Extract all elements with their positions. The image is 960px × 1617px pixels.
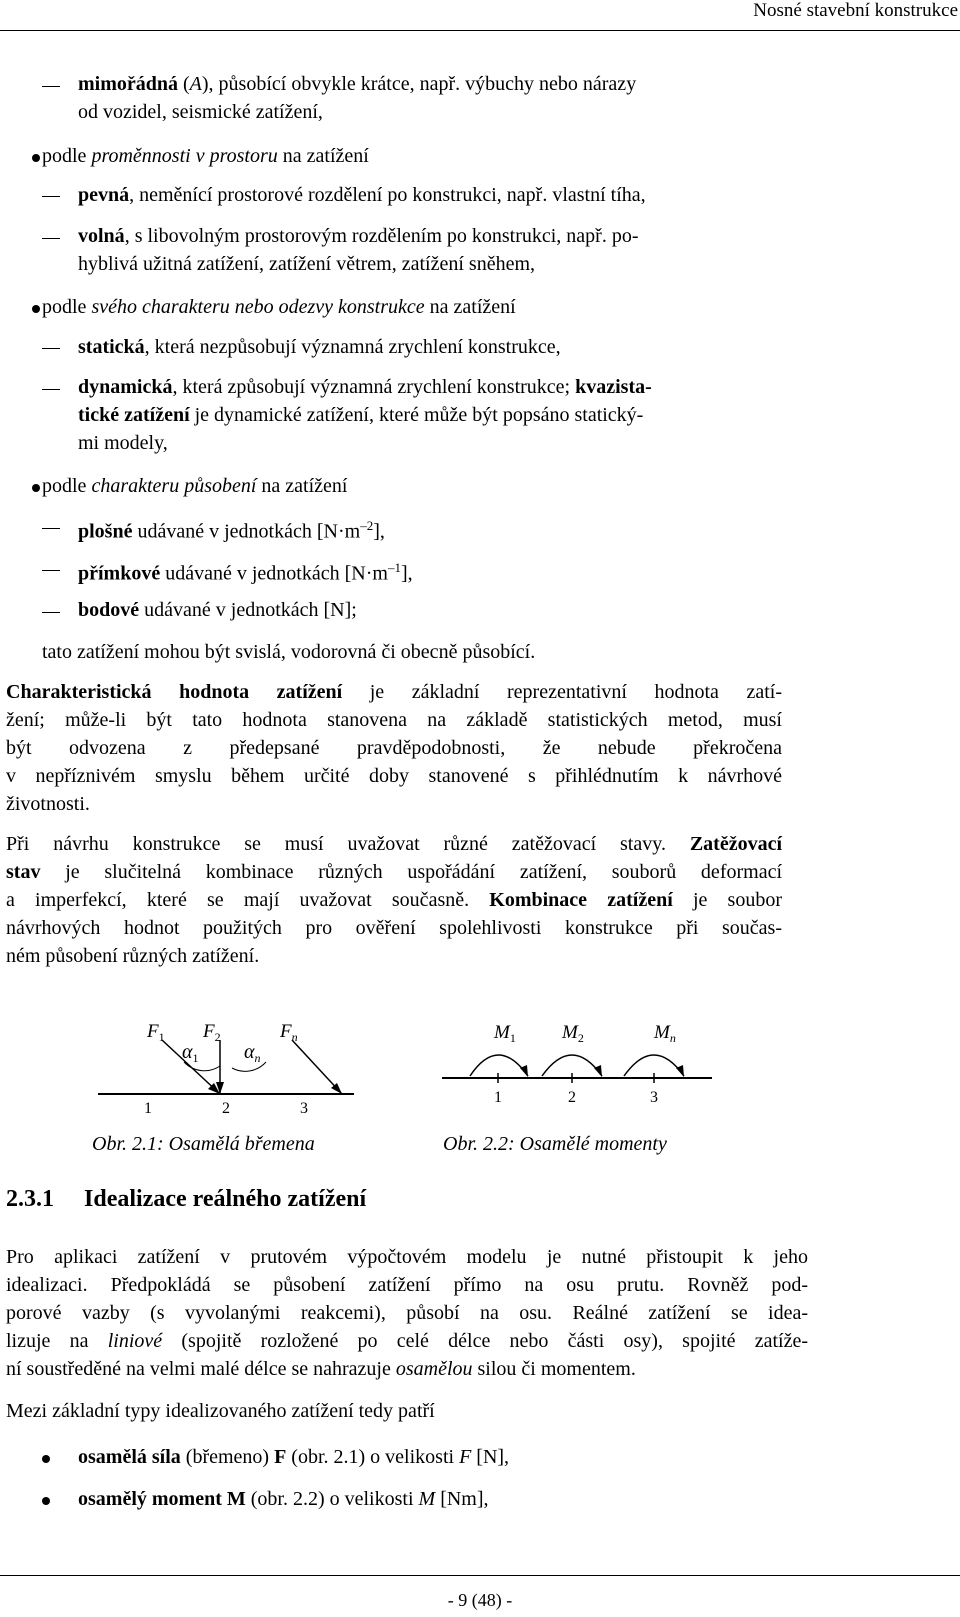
list-item: pevná, neměnící prostorové rozdělení po konstrukci, např. vlastní tíha, [78, 184, 646, 206]
paragraph-line: Mezi základní typy idealizovaného zatížení tedy patří [6, 1400, 435, 1422]
label-F1: $F_1$ [147, 1021, 165, 1044]
section-title: Idealizace reálného zatížení [84, 1186, 367, 1212]
list-bullet: podle charakteru působení na zatížení [42, 475, 348, 497]
header-rule [0, 30, 960, 31]
bullet-marker [32, 154, 40, 162]
node-label-1: 1 [144, 1100, 152, 1116]
page-number: - 9 (48) - [447, 1590, 513, 1610]
label-alphan: $\alpha_n$ [244, 1041, 261, 1065]
list-item: mimořádná (A), působící obvykle krátce, např. výbuchy nebo nárazy [78, 73, 637, 95]
list-item: statická, která nezpůsobují významná zrychlení konstrukce, [78, 336, 561, 358]
moment-arc-2 [542, 1055, 602, 1076]
running-header: Nosné stavební konstrukce [753, 0, 958, 21]
angle-arc-n [232, 1062, 266, 1071]
bullet-marker [32, 484, 40, 492]
node-label-1: 1 [494, 1089, 502, 1106]
paragraph-line: být odvozena z předepsané pravděpodobnosti, že nebude překročena [6, 737, 782, 759]
angle-arc-1 [184, 1062, 220, 1071]
list-item-continuation: hyblivá užitná zatížení, zatížení větrem, zatížení sněhem, [78, 253, 536, 275]
moment-arc-1 [470, 1055, 528, 1076]
figure-caption-1: Obr. 2.1: Osamělá břemena [92, 1133, 315, 1155]
list-item: přímkové udávané v jednotkách $[N\cdot m^{-1}]$, [78, 560, 413, 585]
paragraph-line: v nepříznivém smyslu během určité doby stanovené s přihlédnutím k návrhové [6, 765, 782, 787]
dash-marker [42, 389, 60, 390]
list-item: dynamická, která způsobují významná zrychlení konstrukce; kvazista- [78, 376, 652, 398]
footer-rule [0, 1575, 960, 1576]
list-item: bodové udávané v jednotkách [N]; [78, 599, 357, 621]
paragraph-line: stav je slučitelná kombinace různých uspořádání zatížení, souborů deformací [6, 861, 782, 883]
dash-marker [42, 570, 60, 571]
list-item: volná, s libovolným prostorovým rozdělením po konstrukci, např. po- [78, 225, 639, 247]
list-item: osamělá síla (břemeno) F (obr. 2.1) o velikosti F [N], [78, 1446, 510, 1468]
paragraph-line: žení; může-li být tato hodnota stanovena na základě statistických metod, musí [6, 709, 782, 731]
label-F2: $F_2$ [203, 1021, 221, 1044]
label-Fn: $F_n$ [280, 1021, 298, 1044]
section-number: 2.3.1 [6, 1186, 54, 1212]
bullet-marker [42, 1455, 50, 1463]
point-loads-diagram [92, 1010, 360, 1116]
dash-marker [42, 238, 60, 239]
bullet-marker [42, 1497, 50, 1505]
paragraph-line: Pro aplikaci zatížení v prutovém výpočtovém modelu je nutné přistoupit k jeho [6, 1246, 808, 1268]
figure-point-moments [432, 1010, 722, 1116]
label-M1: $M_1$ [494, 1022, 516, 1045]
paragraph-line: návrhových hodnot použitých pro ověření spolehlivosti konstrukce při součas- [6, 917, 782, 939]
node-label-2: 2 [568, 1089, 576, 1106]
paragraph-line: porové vazby (s vyvolanými reakcemi), působí na osu. Reálné zatížení se idea- [6, 1302, 808, 1324]
node-label-3: 3 [650, 1089, 658, 1106]
figure-point-loads [92, 1010, 360, 1116]
list-item-continuation: tické zatížení je dynamické zatížení, které může být popsáno statický- [78, 404, 644, 426]
list-closing-line: tato zatížení mohou být svislá, vodorovná či obecně působící. [42, 641, 536, 663]
dash-marker [42, 612, 60, 613]
label-M2: $M_2$ [562, 1022, 584, 1045]
list-item-continuation: mi modely, [78, 432, 168, 454]
list-item: osamělý moment M (obr. 2.2) o velikosti M [Nm], [78, 1488, 489, 1510]
paragraph-line: idealizaci. Předpokládá se působení zatížení přímo na osu prutu. Rovněž pod- [6, 1274, 808, 1296]
dash-marker [42, 348, 60, 349]
dash-marker [42, 196, 60, 197]
paragraph-line: a imperfekcí, které se mají uvažovat současně. Kombinace zatížení je soubor [6, 889, 782, 911]
dash-marker [42, 86, 60, 87]
paragraph-line: Při návrhu konstrukce se musí uvažovat různé zatěžovací stavy. Zatěžovací [6, 833, 782, 855]
section-heading [6, 1186, 366, 1213]
dash-marker [42, 528, 60, 529]
paragraph-line: životnosti. [6, 793, 90, 815]
node-label-2: 2 [222, 1100, 230, 1116]
list-bullet: podle proměnnosti v prostoru na zatížení [42, 145, 369, 167]
paragraph-line: ní soustředěné na velmi malé délce se nahrazuje osamělou silou či momentem. [6, 1358, 636, 1380]
bullet-marker [32, 305, 40, 313]
node-label-3: 3 [300, 1100, 308, 1116]
paragraph-line: Charakteristická hodnota zatížení je základní reprezentativní hodnota zatí- [6, 681, 782, 703]
moment-arc-n [624, 1055, 684, 1076]
list-item: plošné udávané v jednotkách $[N\cdot m^{-2}]$, [78, 518, 385, 543]
label-alpha1: $\alpha_1$ [182, 1041, 199, 1065]
point-moments-diagram [432, 1010, 722, 1116]
figure-caption-2: Obr. 2.2: Osamělé momenty [443, 1133, 667, 1155]
label-Mn: $M_n$ [654, 1022, 676, 1045]
paragraph-line: ném působení různých zatížení. [6, 945, 260, 967]
paragraph-line: lizuje na liniové (spojitě rozložené po celé délce nebo části osy), spojité zatíže- [6, 1330, 808, 1352]
list-bullet: podle svého charakteru nebo odezvy konstrukce na zatížení [42, 296, 516, 318]
list-item-continuation: od vozidel, seismické zatížení, [78, 101, 323, 123]
